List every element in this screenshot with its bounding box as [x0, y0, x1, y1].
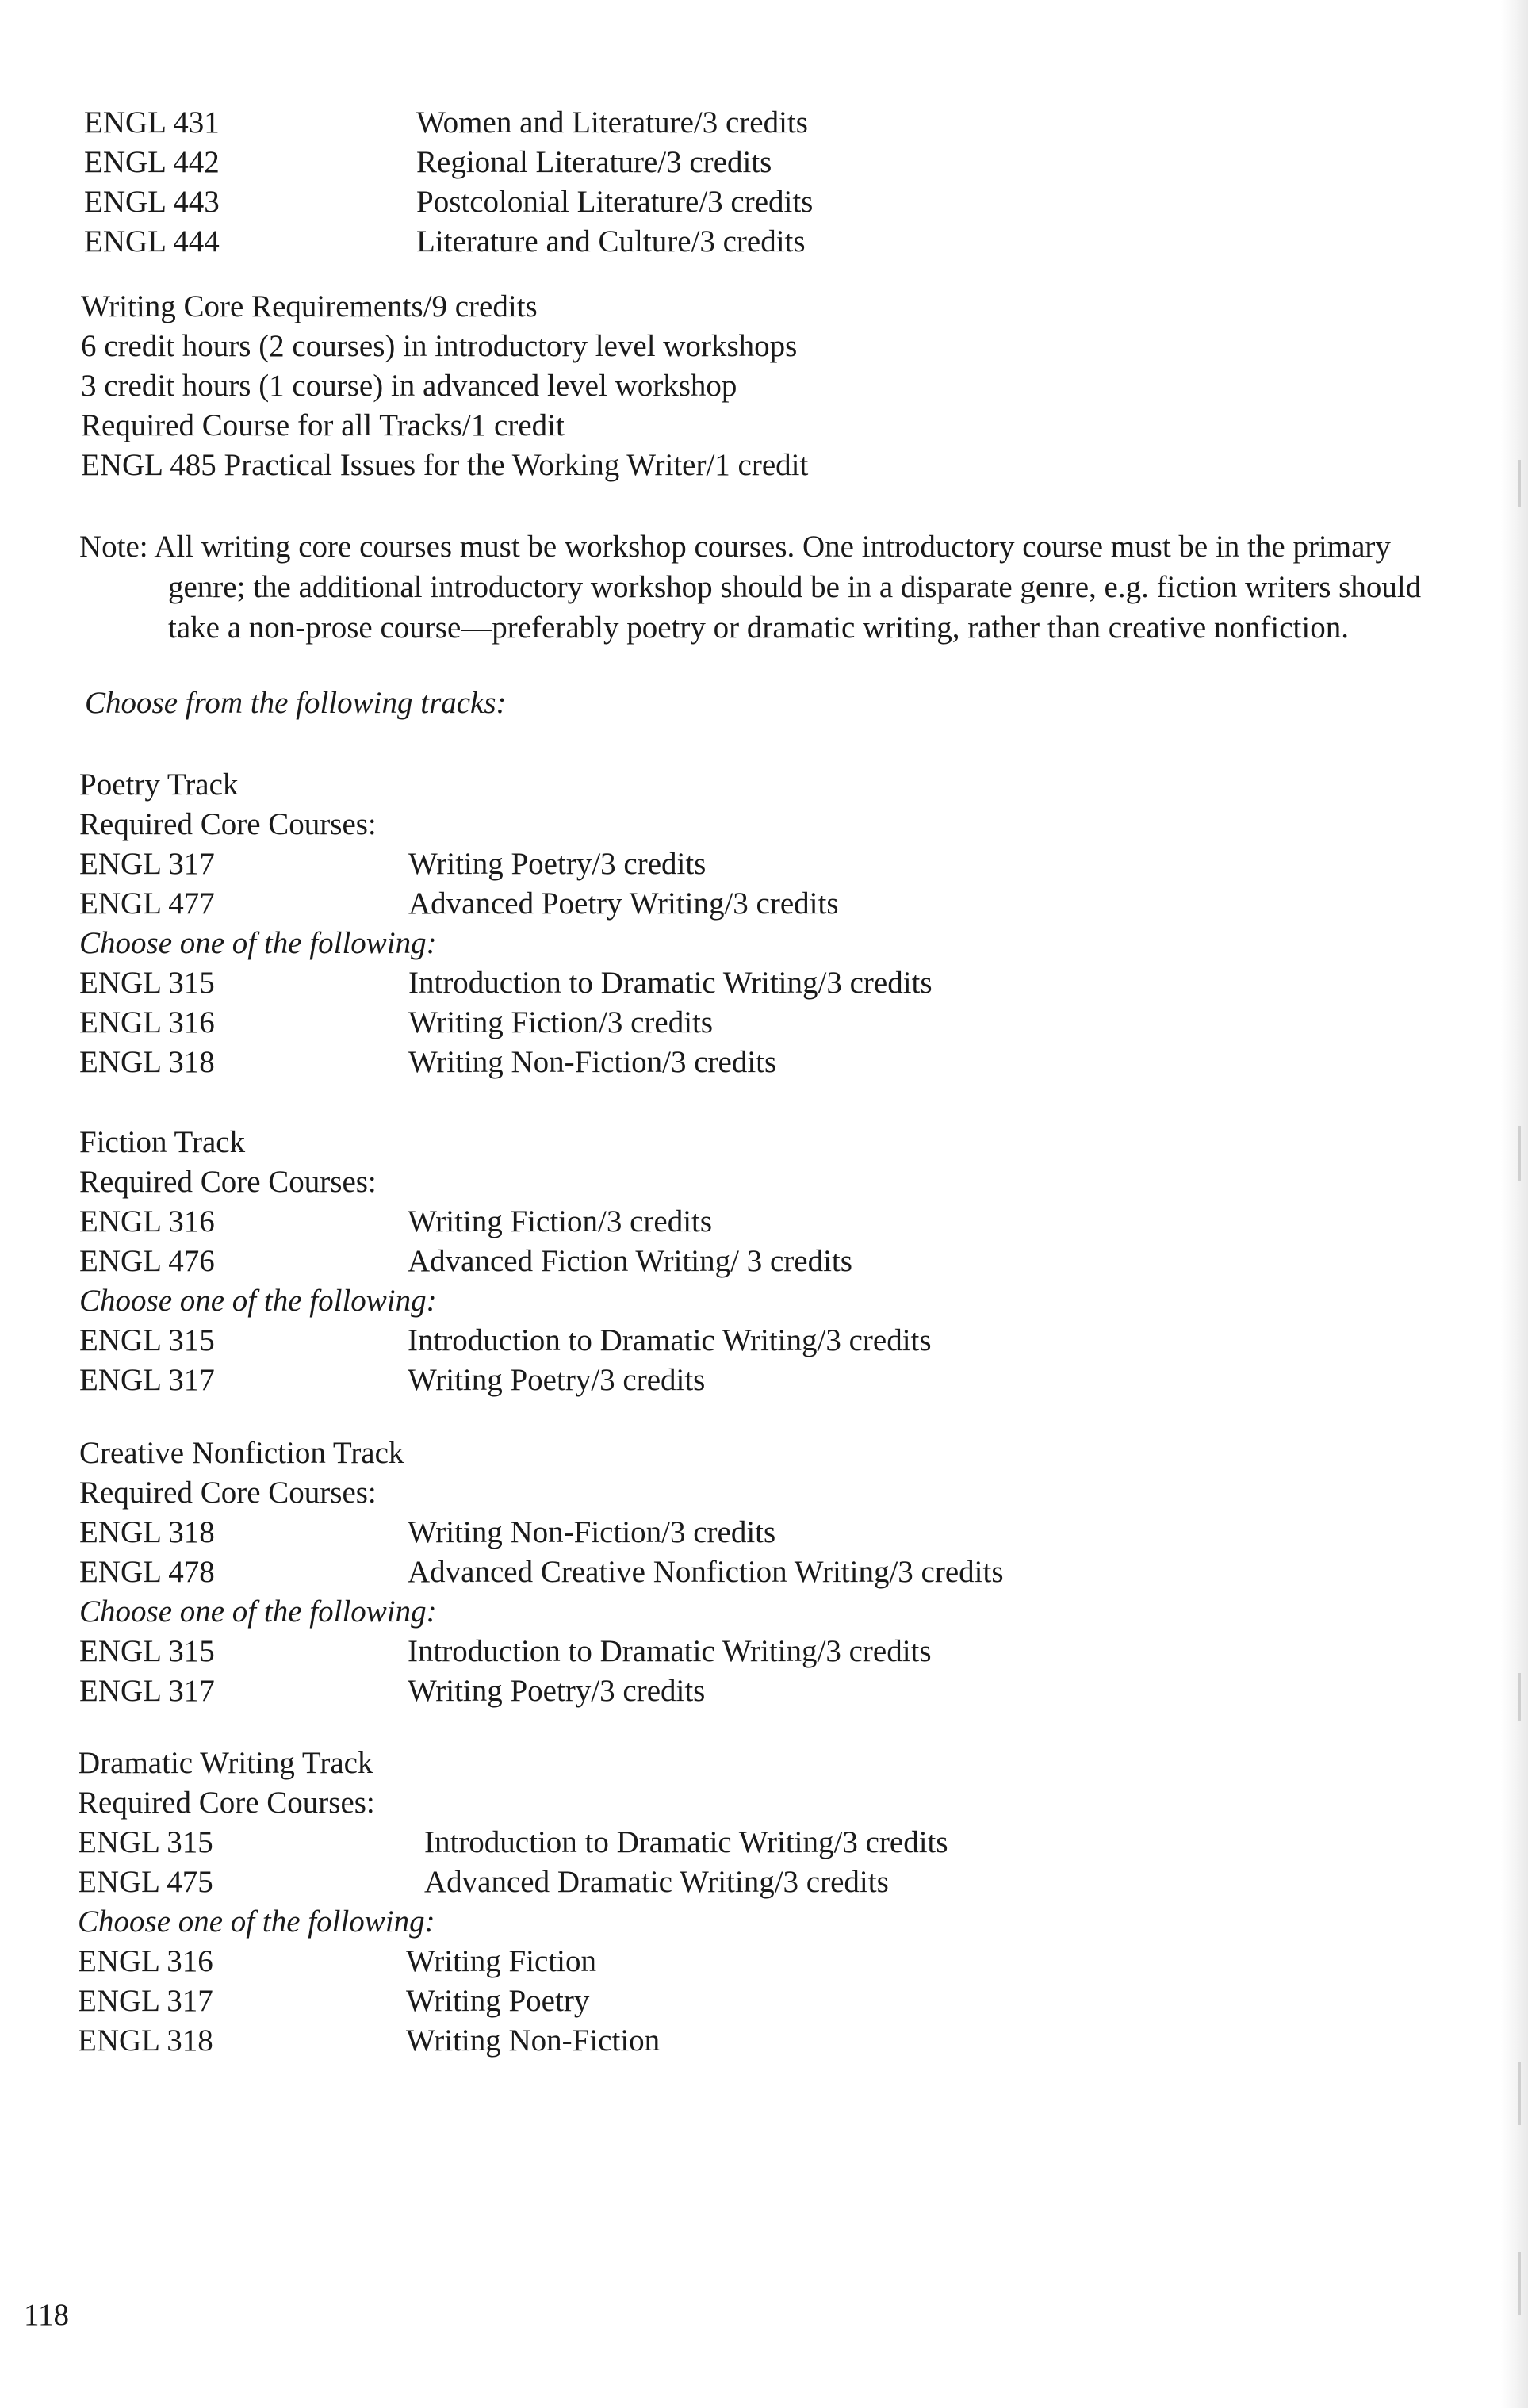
- track-name: Poetry Track: [79, 768, 239, 802]
- course-row: [78, 1942, 948, 1981]
- course-title: Writing Fiction/3 credits: [408, 1204, 713, 1238]
- course-title: Writing Non-Fiction/3 credits: [408, 1515, 776, 1549]
- edge-mark: [1518, 1126, 1521, 1181]
- course-code: ENGL 316: [78, 1944, 213, 1978]
- fiction-track: [79, 1123, 932, 1400]
- choose-label: Choose one of the following:: [79, 1594, 437, 1629]
- course-title: Regional Literature/3 credits: [416, 145, 772, 179]
- course-row: [79, 844, 933, 884]
- edge-mark: [1518, 2062, 1521, 2125]
- page-edge-shadow: [1501, 0, 1528, 2408]
- course-title: Introduction to Dramatic Writing/3 credits: [424, 1825, 948, 1859]
- course-title: Literature and Culture/3 credits: [416, 224, 806, 258]
- course-row: [84, 182, 813, 222]
- course-code: ENGL 317: [79, 1674, 215, 1708]
- course-code: ENGL 477: [79, 886, 215, 921]
- course-title: Introduction to Dramatic Writing/3 credits: [408, 1634, 932, 1668]
- course-row: [79, 884, 933, 924]
- course-code: ENGL 431: [84, 105, 220, 140]
- course-row: [79, 1043, 933, 1082]
- choose-label: Choose one of the following:: [79, 926, 437, 960]
- course-title: Writing Non-Fiction: [406, 2023, 661, 2058]
- course-row: [78, 1862, 948, 1902]
- course-title: Postcolonial Literature/3 credits: [416, 185, 814, 219]
- course-code: ENGL 316: [79, 1005, 215, 1039]
- course-row: [79, 963, 933, 1003]
- course-title: Writing Poetry/3 credits: [408, 847, 707, 881]
- course-row: [79, 1552, 1004, 1592]
- track-name: Creative Nonfiction Track: [79, 1436, 404, 1470]
- course-code: ENGL 317: [79, 1363, 215, 1397]
- course-title: Advanced Dramatic Writing/3 credits: [424, 1865, 889, 1899]
- track-name: Dramatic Writing Track: [78, 1746, 373, 1780]
- course-code: ENGL 315: [79, 1323, 215, 1357]
- note-paragraph: [79, 526, 1475, 648]
- course-title: Advanced Creative Nonfiction Writing/3 credits: [408, 1555, 1004, 1589]
- course-row: [79, 1671, 1004, 1711]
- edge-mark: [1518, 2252, 1521, 2315]
- course-title: Writing Non-Fiction/3 credits: [408, 1045, 777, 1079]
- required-label: Required Core Courses:: [79, 1476, 377, 1510]
- course-title: Writing Poetry: [406, 1984, 590, 2018]
- writing-core-line: Required Course for all Tracks/1 credit: [81, 408, 565, 442]
- writing-core-line: ENGL 485 Practical Issues for the Working Writer/1 credit: [81, 448, 809, 482]
- dramatic-writing-track: [78, 1744, 948, 2061]
- course-title: Introduction to Dramatic Writing/3 credits: [408, 1323, 932, 1357]
- course-row: [79, 1513, 1004, 1552]
- course-title: Writing Poetry/3 credits: [408, 1674, 706, 1708]
- course-title: Writing Poetry/3 credits: [408, 1363, 706, 1397]
- course-title: Advanced Fiction Writing/ 3 credits: [408, 1244, 852, 1278]
- course-code: ENGL 315: [78, 1825, 213, 1859]
- course-row: [79, 1003, 933, 1043]
- course-title: Women and Literature/3 credits: [416, 105, 808, 140]
- required-label: Required Core Courses:: [79, 807, 377, 841]
- course-row: [78, 1823, 948, 1862]
- tracks-intro: Choose from the following tracks:: [85, 686, 507, 720]
- edge-mark: [1518, 460, 1521, 507]
- note-text: Note: All writing core courses must be workshop courses. One introductory course must be in the primary genre; the additional introductory workshop should be in a disparate genre, e.g. fiction writers should take a non-prose course—preferably poetry or dramatic writing, rather than creative nonfiction.: [79, 530, 1422, 645]
- course-title: Writing Fiction: [406, 1944, 596, 1978]
- course-row: [84, 222, 813, 262]
- page-number: 118: [24, 2298, 70, 2332]
- course-title: Writing Fiction/3 credits: [408, 1005, 714, 1039]
- course-row: [79, 1242, 932, 1281]
- course-code: ENGL 318: [78, 2023, 213, 2058]
- edge-mark: [1518, 1673, 1521, 1721]
- course-code: ENGL 315: [79, 966, 215, 1000]
- course-code: ENGL 315: [79, 1634, 215, 1668]
- course-code: ENGL 442: [84, 145, 220, 179]
- poetry-track: [79, 765, 933, 1082]
- course-code: ENGL 443: [84, 185, 220, 219]
- course-code: ENGL 478: [79, 1555, 215, 1589]
- course-row: [78, 2021, 948, 2061]
- required-label: Required Core Courses:: [78, 1786, 375, 1820]
- course-row: [79, 1202, 932, 1242]
- writing-core-line: 3 credit hours (1 course) in advanced level workshop: [81, 369, 737, 403]
- course-code: ENGL 317: [79, 847, 215, 881]
- course-code: ENGL 476: [79, 1244, 215, 1278]
- creative-nonfiction-track: [79, 1434, 1004, 1711]
- required-label: Required Core Courses:: [79, 1165, 377, 1199]
- course-code: ENGL 316: [79, 1204, 215, 1238]
- writing-core-section: [81, 287, 808, 485]
- choose-label: Choose one of the following:: [78, 1905, 435, 1939]
- writing-core-line: 6 credit hours (2 courses) in introductory level workshops: [81, 329, 798, 363]
- writing-core-heading: Writing Core Requirements/9 credits: [81, 289, 538, 323]
- course-row: [84, 143, 813, 182]
- track-name: Fiction Track: [79, 1125, 246, 1159]
- top-course-list: [84, 103, 813, 262]
- choose-label: Choose one of the following:: [79, 1284, 437, 1318]
- course-code: ENGL 318: [79, 1515, 215, 1549]
- course-row: [84, 103, 813, 143]
- course-title: Advanced Poetry Writing/3 credits: [408, 886, 839, 921]
- course-row: [79, 1321, 932, 1361]
- course-code: ENGL 318: [79, 1045, 215, 1079]
- course-row: [79, 1361, 932, 1400]
- course-row: [79, 1632, 1004, 1671]
- course-title: Introduction to Dramatic Writing/3 credits: [408, 966, 933, 1000]
- course-code: ENGL 475: [78, 1865, 213, 1899]
- course-code: ENGL 317: [78, 1984, 213, 2018]
- course-code: ENGL 444: [84, 224, 220, 258]
- course-row: [78, 1981, 948, 2021]
